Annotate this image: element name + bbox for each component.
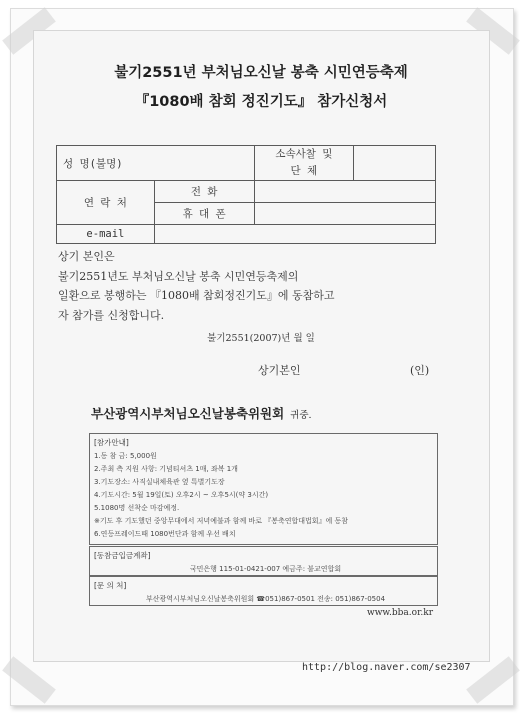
notice-item: ※기도 후 기도했던 중앙무대에서 저녁예불과 함께 바로 『봉축연합대법회』에 동참 [94,517,349,525]
recipient-org: 부산광역시부처님오신날봉축위원회 [91,406,285,421]
notice-box [89,433,438,545]
notice-item: 1.동 참 금: 5,000원 [94,452,157,460]
notice-item: 6.연등프레이드때 1080번단과 함께 우선 배치 [94,530,236,538]
website-text: www.bba.or.kr [367,608,434,618]
notice-item: 5.1080명 선착순 마감예정. [94,504,180,512]
temple-label-cell [254,146,354,181]
recipient-line [91,404,312,422]
name-label: 성 명(불명) [63,157,123,170]
phone-field[interactable] [254,181,436,203]
inquiry-header: [문 의 처] [94,581,127,590]
bank-account-line: 국민은행 115-01-0421-007 예금주: 불교연합회 [189,565,342,573]
mobile-label: 휴 대 폰 [154,203,254,225]
document-title-line2: 『1080배 참회 정진기도』 참가신청서 [134,94,388,110]
bank-header: [동참금입금계좌] [94,551,151,560]
date-line: 불기2551(2007)년 월 일 [207,333,315,344]
declaration-line2: 불기2551년도 부처님오신날 봉축 시민연등축제의 [58,269,299,283]
notice-header: [참가안내] [94,438,129,447]
temple-label-line2: 단 체 [290,165,318,177]
declaration-text [58,247,436,325]
signer-label: 상기본인 [258,364,301,377]
blog-url-watermark: http://blog.naver.com/se2307 [302,662,471,673]
contact-label: 연 락 처 [57,181,155,225]
inquiry-box [89,576,438,606]
recipient-suffix: 귀중. [290,410,312,421]
document-title-line1: 불기2551년 부처님오신날 봉축 시민연등축제 [114,65,408,81]
mobile-field[interactable] [254,203,436,225]
notice-item: 4.기도시간: 5월 19일(토) 오후2시 ~ 오후5시(약 3시간) [94,491,269,499]
email-label: e-mail [57,225,155,244]
notice-item: 3.기도장소: 사직실내체육관 옆 특별기도장 [94,478,225,486]
temple-field[interactable] [354,146,436,181]
inquiry-line: 부산광역시부처님오신날봉축위원회 ☎051)867-0501 전송: 051)867-0504 [145,595,386,603]
email-field[interactable] [154,225,435,244]
declaration-line4: 자 참가를 신청합니다. [58,308,165,322]
bank-account-box [89,546,438,576]
phone-label: 전 화 [154,181,254,203]
name-cell[interactable] [57,146,255,181]
notice-item: 2.주최 측 지원 사항: 기념티셔츠 1매, 좌복 1개 [94,465,238,473]
declaration-line1: 상기 본인은 [58,250,115,263]
temple-label-line1: 소속사찰 및 [275,148,333,160]
seal-mark: (인) [410,364,430,377]
declaration-line3: 일환으로 봉행하는 『1080배 참회정진기도』에 동참하고 [58,289,335,302]
application-form-table [56,145,436,244]
